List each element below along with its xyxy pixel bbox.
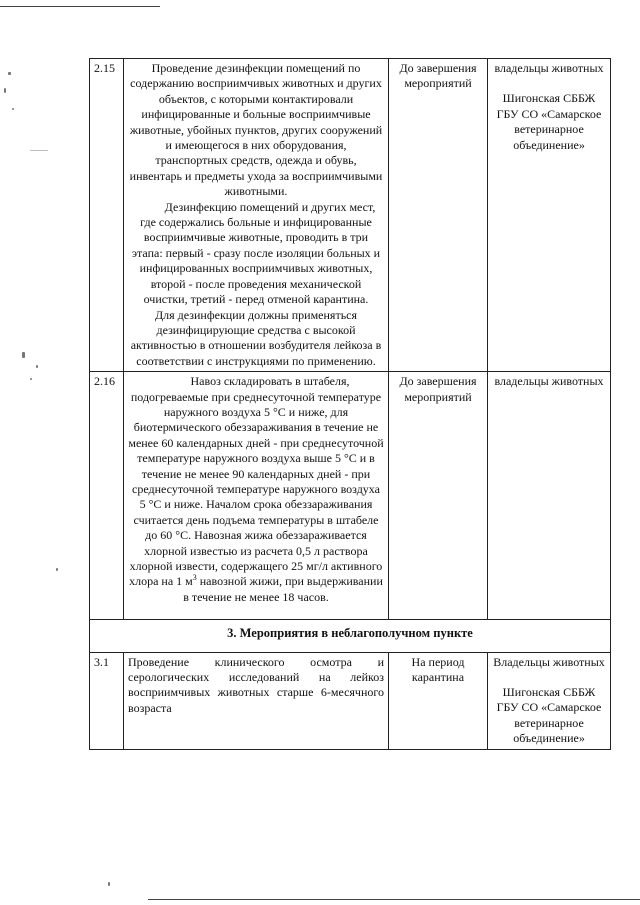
- measure-text-part: навозной жижи, при выдерживании в течение не менее 18 часов.: [183, 574, 383, 604]
- term-cell: До завершения мероприятий: [389, 59, 488, 372]
- scan-speck: [36, 365, 38, 368]
- term-cell: До завершения мероприятий: [389, 372, 488, 620]
- responsible-org: Шигонская СББЖ ГБУ СО «Самарское ветеринарное объединение»: [496, 685, 602, 746]
- measure-paragraph: [128, 374, 384, 605]
- scan-speck: [108, 882, 110, 886]
- footer-rule: [148, 899, 640, 900]
- measure-text: [124, 59, 389, 372]
- scan-speck: [56, 568, 58, 571]
- responsible-cell: [488, 59, 611, 372]
- responsible-owners: владельцы животных: [494, 374, 604, 389]
- responsible-org: Шигонская СББЖ ГБУ СО «Самарское ветеринарное объединение»: [496, 91, 602, 152]
- term-cell: На период карантина: [389, 652, 488, 749]
- row-number: 3.1: [90, 652, 124, 749]
- responsible-cell: [488, 372, 611, 620]
- row-number: 2.15: [90, 59, 124, 372]
- table-row: [90, 652, 611, 749]
- table-row: [90, 372, 611, 620]
- scan-speck: [12, 108, 14, 110]
- measures-table: [89, 58, 611, 750]
- scan-speck: [8, 72, 11, 75]
- responsible-owners: Владельцы животных: [493, 654, 605, 669]
- measure-paragraph: Для дезинфекции должны применяться дезинфицирующие средства с высокой активностью в отношении возбудителя лейкоза в соответствии с инструкциями по применению.: [130, 307, 382, 368]
- measure-text-part: Навоз складировать в штабеля, подогреваемые при среднесуточной температуре наружного воздуха 5 °С и ниже, для биотермического обеззараживания в течение не менее 60 календарных дней - при среднесуточной температуре наружного воздуха выше 5 °С и в течение не менее 90 календарных дней - при среднесуточной температуре наружного воздуха 5 °С и ниже. Началом срока обеззараживания считается день подъема температуры в штабеле до 60 °С. Навозная жижа обеззараживается хлорной известью из расчета 0,5 л раствора хлорной извести, содержащего 25 мг/л активного хлора на 1 м: [128, 374, 384, 589]
- measure-text: Проведение клинического осмотра и серологических исследований на лейкоз восприимчивых животных старше 6-месячного возраста: [124, 652, 389, 749]
- header-rule: [0, 6, 160, 7]
- scan-speck: [30, 150, 48, 151]
- row-number: 2.16: [90, 372, 124, 620]
- measure-paragraph: Проведение дезинфекции помещений по содержанию восприимчивых животных и других объектов, с которыми контактировали инфицированные и больные восприимчивые животные, убойных пунктов, других сооружений и имеющегося в них оборудования, транспортных средств, одежда и обувь, инвентарь и предметы ухода за восприимчивыми животными.: [129, 61, 383, 199]
- responsible-cell: [488, 652, 611, 749]
- section-row: [90, 620, 611, 652]
- measure-text: [124, 372, 389, 620]
- responsible-owners: владельцы животных: [494, 61, 604, 75]
- scan-speck: [30, 378, 32, 380]
- measure-paragraph: Дезинфекцию помещений и других мест, где содержались больные и инфицированные восприимчивые животные, проводить в три этапа: первый - сразу после изоляции больных и инфицированных восприимчивых животных, второй - после проведения механической очистки, третий - перед отменой карантина.: [131, 199, 381, 307]
- superscript: 3: [192, 573, 197, 583]
- scan-speck: [4, 88, 6, 93]
- scan-speck: [22, 352, 25, 358]
- table-row: [90, 59, 611, 372]
- section-title: 3. Мероприятия в неблагополучном пункте: [90, 620, 611, 652]
